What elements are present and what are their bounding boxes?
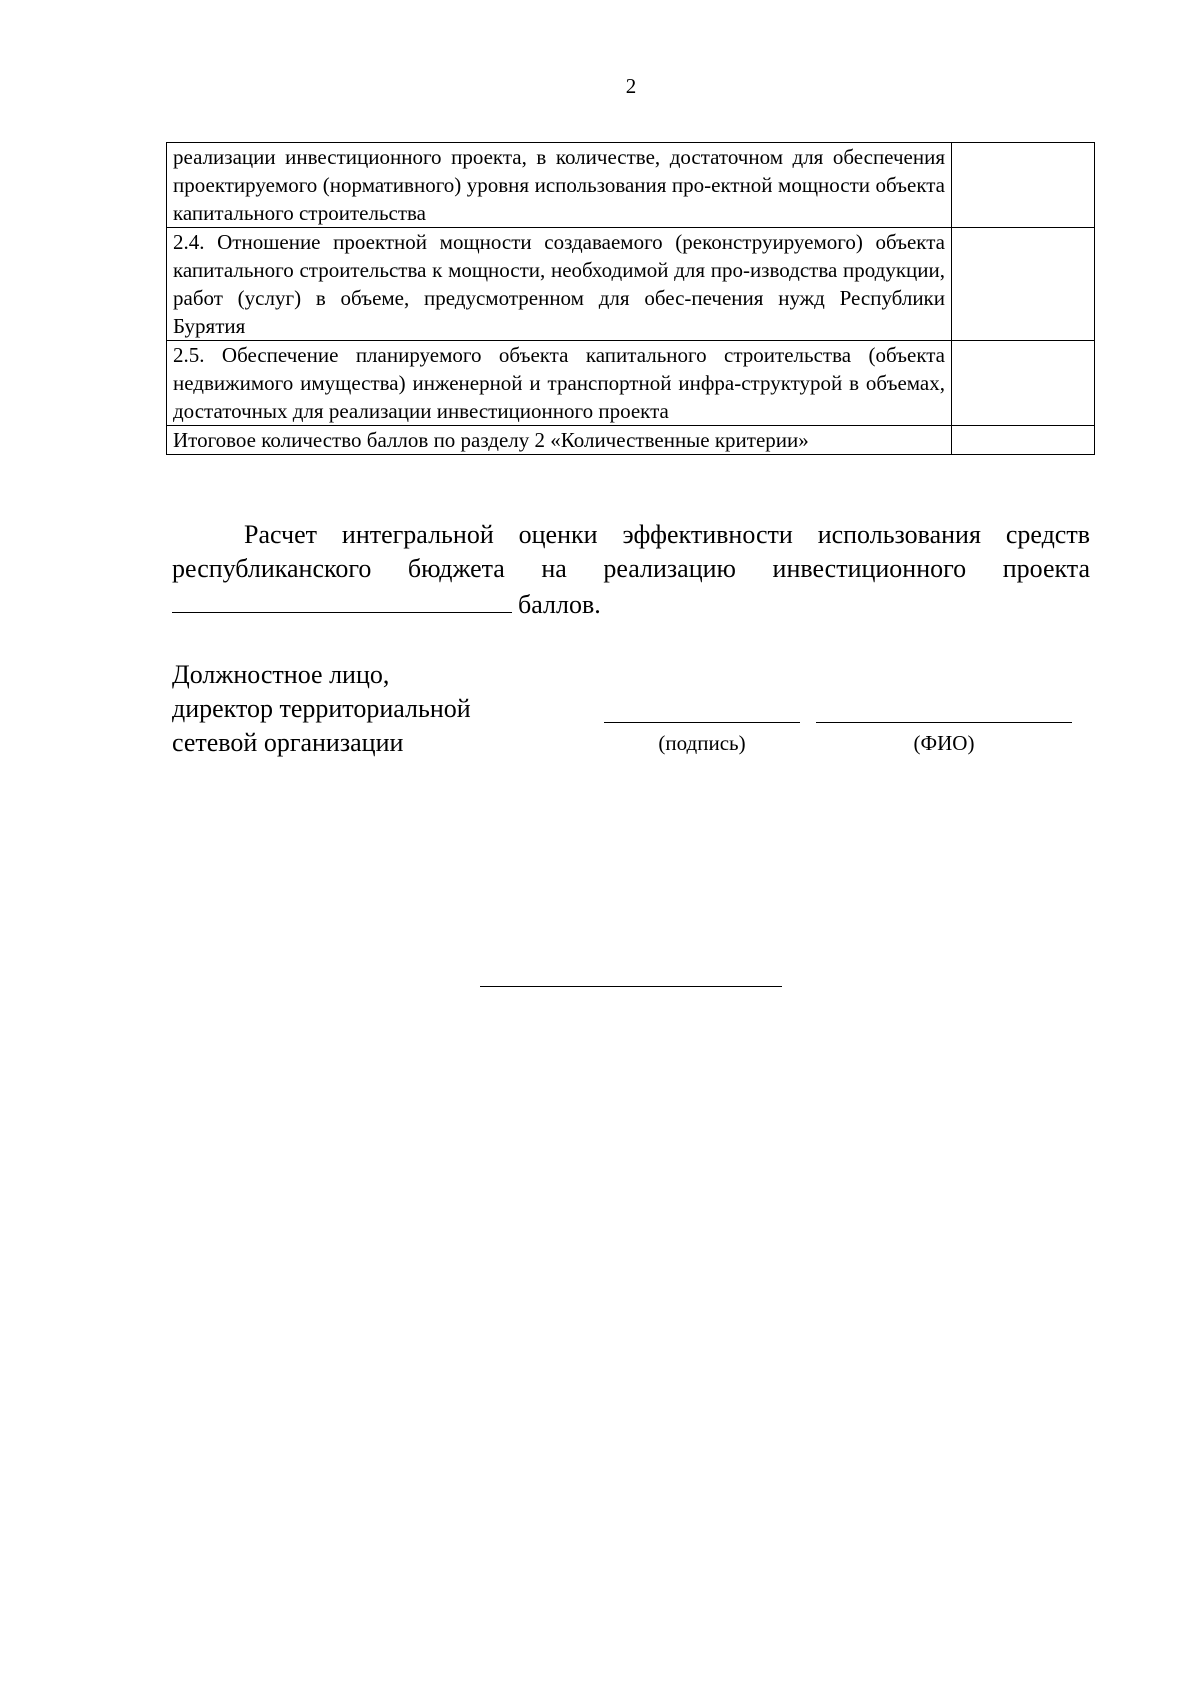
official-title-line-2: директор территориальной <box>172 694 471 723</box>
table-row <box>167 143 1095 228</box>
total-label: Итоговое количество баллов по разделу 2 «Количественные критерии» <box>167 426 952 455</box>
table-row <box>167 228 1095 341</box>
fio-caption: (ФИО) <box>913 731 975 755</box>
official-title-line-3: сетевой организации <box>172 728 404 757</box>
criterion-text: реализации инвестиционного проекта, в количестве, достаточном для обеспечения проектируемого (нормативного) уровня использования про-ектной мощности объекта капитального строительства <box>167 143 952 228</box>
score-cell <box>952 341 1095 426</box>
integral-assessment-paragraph <box>172 518 1090 622</box>
end-of-document-rule <box>480 986 782 987</box>
score-cell <box>952 228 1095 341</box>
score-unit: баллов. <box>518 590 601 619</box>
official-block <box>172 658 572 760</box>
criterion-text: 2.5. Обеспечение планируемого объекта капитального строительства (объекта недвижимого имущества) инженерной и транспортной инфра-структурой в объемах, достаточных для реализации инвестиционного проекта <box>167 341 952 426</box>
score-cell <box>952 143 1095 228</box>
score-fill-in-line <box>172 586 512 613</box>
total-score-cell <box>952 426 1095 455</box>
official-title-line-1: Должностное лицо, <box>172 660 390 689</box>
page-number: 2 <box>625 74 637 98</box>
integral-assessment-text: Расчет интегральной оценки эффективности использования средств республиканского бюджета на реализацию инвестиционного проекта <box>172 520 1090 583</box>
signature-caption: (подпись) <box>658 731 746 755</box>
signature-line <box>604 722 800 723</box>
fio-line <box>816 722 1072 723</box>
criteria-table <box>166 142 1095 455</box>
table-row <box>167 341 1095 426</box>
criterion-text: 2.4. Отношение проектной мощности создаваемого (реконструируемого) объекта капитального строительства к мощности, необходимой для про-изводства продукции, работ (услуг) в объеме, предусмотренном для обес-печения нужд Республики Бурятия <box>167 228 952 341</box>
table-row-total <box>167 426 1095 455</box>
